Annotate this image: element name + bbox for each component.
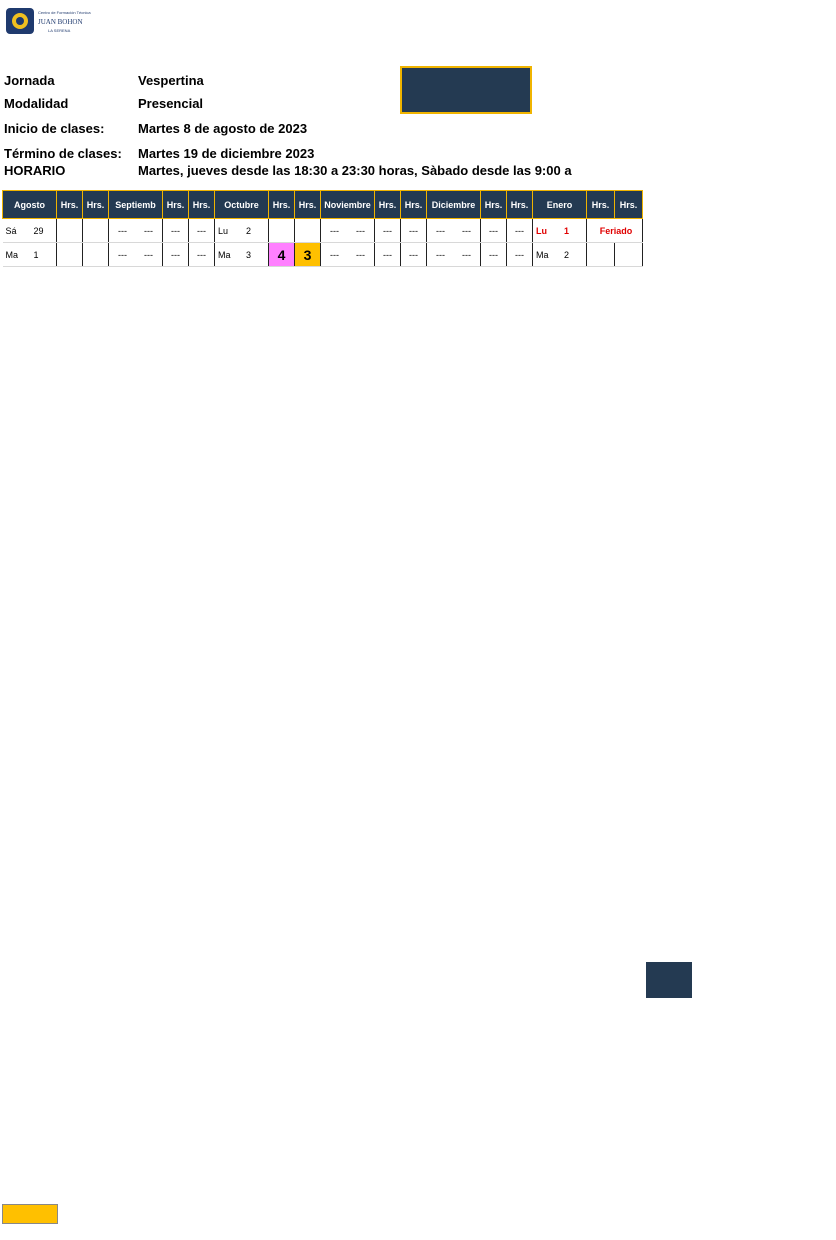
date: 1 bbox=[33, 249, 39, 260]
hours-cell: --- bbox=[507, 219, 533, 243]
day-cell bbox=[3, 219, 57, 243]
hours-cell: --- bbox=[507, 243, 533, 267]
weekday: Sá bbox=[5, 225, 17, 236]
calendar-header-cell: Hrs. bbox=[587, 191, 615, 219]
calendar-header-cell: Hrs. bbox=[189, 191, 215, 219]
hours-cell: --- bbox=[481, 243, 507, 267]
hours-cell bbox=[587, 243, 615, 267]
date: 2 bbox=[564, 249, 570, 260]
logo-line1: Centro de Formación Técnica bbox=[38, 10, 91, 15]
calendar-header-cell: Septiemb bbox=[109, 191, 163, 219]
info-value: Martes, jueves desde las 18:30 a 23:30 horas, Sàbado desde las 9:00 a bbox=[138, 163, 572, 178]
date: 29 bbox=[33, 225, 44, 236]
info-label: Jornada bbox=[4, 73, 55, 88]
calendar-header-cell: Hrs. bbox=[295, 191, 321, 219]
day-cell bbox=[215, 243, 269, 267]
calendar-row bbox=[3, 219, 643, 243]
hours-cell bbox=[57, 219, 83, 243]
weekday: Ma bbox=[5, 249, 19, 260]
hours-cell bbox=[295, 219, 321, 243]
calendar-header-cell: Hrs. bbox=[481, 191, 507, 219]
calendar-header-cell: Noviembre bbox=[321, 191, 375, 219]
info-row bbox=[4, 70, 604, 92]
calendar-header-cell: Hrs. bbox=[163, 191, 189, 219]
weekday: Lu bbox=[218, 225, 229, 236]
fiestas-patrias-label bbox=[160, 660, 210, 800]
info-value: Vespertina bbox=[138, 73, 204, 88]
institution-logo bbox=[2, 2, 102, 40]
date: 3 bbox=[246, 249, 252, 260]
day-cell: --- --- bbox=[427, 219, 481, 243]
weekday: Lu bbox=[536, 225, 547, 236]
logo-line2: JUAN BOHON bbox=[38, 18, 83, 26]
calendar-header-cell: Hrs. bbox=[401, 191, 427, 219]
info-row bbox=[4, 160, 604, 182]
info-value: Martes 8 de agosto de 2023 bbox=[138, 121, 308, 136]
hours-cell bbox=[269, 219, 295, 243]
day-cell: --- --- bbox=[109, 219, 163, 243]
calendar-header-cell: Hrs. bbox=[375, 191, 401, 219]
calendar-header-cell: Diciembre bbox=[427, 191, 481, 219]
weekday: Ma bbox=[218, 249, 231, 260]
hours-cell: --- bbox=[481, 219, 507, 243]
info-label: Inicio de clases: bbox=[4, 121, 105, 136]
legend-total bbox=[2, 1204, 58, 1224]
calendar-total bbox=[646, 962, 692, 998]
hours-cell bbox=[615, 243, 643, 267]
hours-cell: --- bbox=[401, 219, 427, 243]
info-label: Modalidad bbox=[4, 96, 69, 111]
hours-cell bbox=[57, 243, 83, 267]
info-value: Martes 19 de diciembre 2023 bbox=[138, 146, 315, 161]
day-cell bbox=[533, 243, 587, 267]
calendar-header-cell: Hrs. bbox=[83, 191, 109, 219]
calendar-header-cell: Enero bbox=[533, 191, 587, 219]
hours-cell: --- bbox=[163, 219, 189, 243]
hours-cell bbox=[83, 219, 109, 243]
calendar-header-cell: Hrs. bbox=[615, 191, 643, 219]
hours-cell bbox=[83, 243, 109, 267]
hours-cell: --- bbox=[375, 219, 401, 243]
calendar-header bbox=[3, 191, 643, 219]
calendar-table bbox=[2, 190, 643, 267]
day-cell: --- --- bbox=[427, 243, 481, 267]
day-cell bbox=[215, 219, 269, 243]
hours-block: 4 bbox=[269, 243, 295, 267]
calendar-header-cell: Hrs. bbox=[57, 191, 83, 219]
day-cell bbox=[533, 219, 587, 243]
hours-cell: --- bbox=[401, 243, 427, 267]
calendar-row bbox=[3, 243, 643, 267]
calendar-header-cell: Hrs. bbox=[269, 191, 295, 219]
logo-line3: LA SERENA bbox=[48, 28, 71, 33]
calendar-header-cell: Octubre bbox=[215, 191, 269, 219]
day-cell bbox=[3, 243, 57, 267]
holiday-label: Feriado bbox=[587, 219, 643, 243]
calendar-header-cell: Agosto bbox=[3, 191, 57, 219]
weekday: Ma bbox=[536, 249, 549, 260]
date: 1 bbox=[564, 225, 570, 236]
info-label: Término de clases: bbox=[4, 146, 122, 161]
date: 2 bbox=[246, 225, 252, 236]
info-value: Presencial bbox=[138, 96, 204, 111]
day-cell: --- --- bbox=[321, 219, 375, 243]
info-label: HORARIO bbox=[4, 163, 66, 178]
info-row bbox=[4, 93, 604, 115]
info-row bbox=[4, 118, 604, 140]
calendar-header-cell: Hrs. bbox=[507, 191, 533, 219]
hours-cell: --- bbox=[375, 243, 401, 267]
hours-cell: --- bbox=[189, 219, 215, 243]
hours-cell: --- bbox=[163, 243, 189, 267]
day-cell: --- --- bbox=[321, 243, 375, 267]
hours-cell: --- bbox=[189, 243, 215, 267]
hours-block: 3 bbox=[295, 243, 321, 267]
day-cell: --- --- bbox=[109, 243, 163, 267]
